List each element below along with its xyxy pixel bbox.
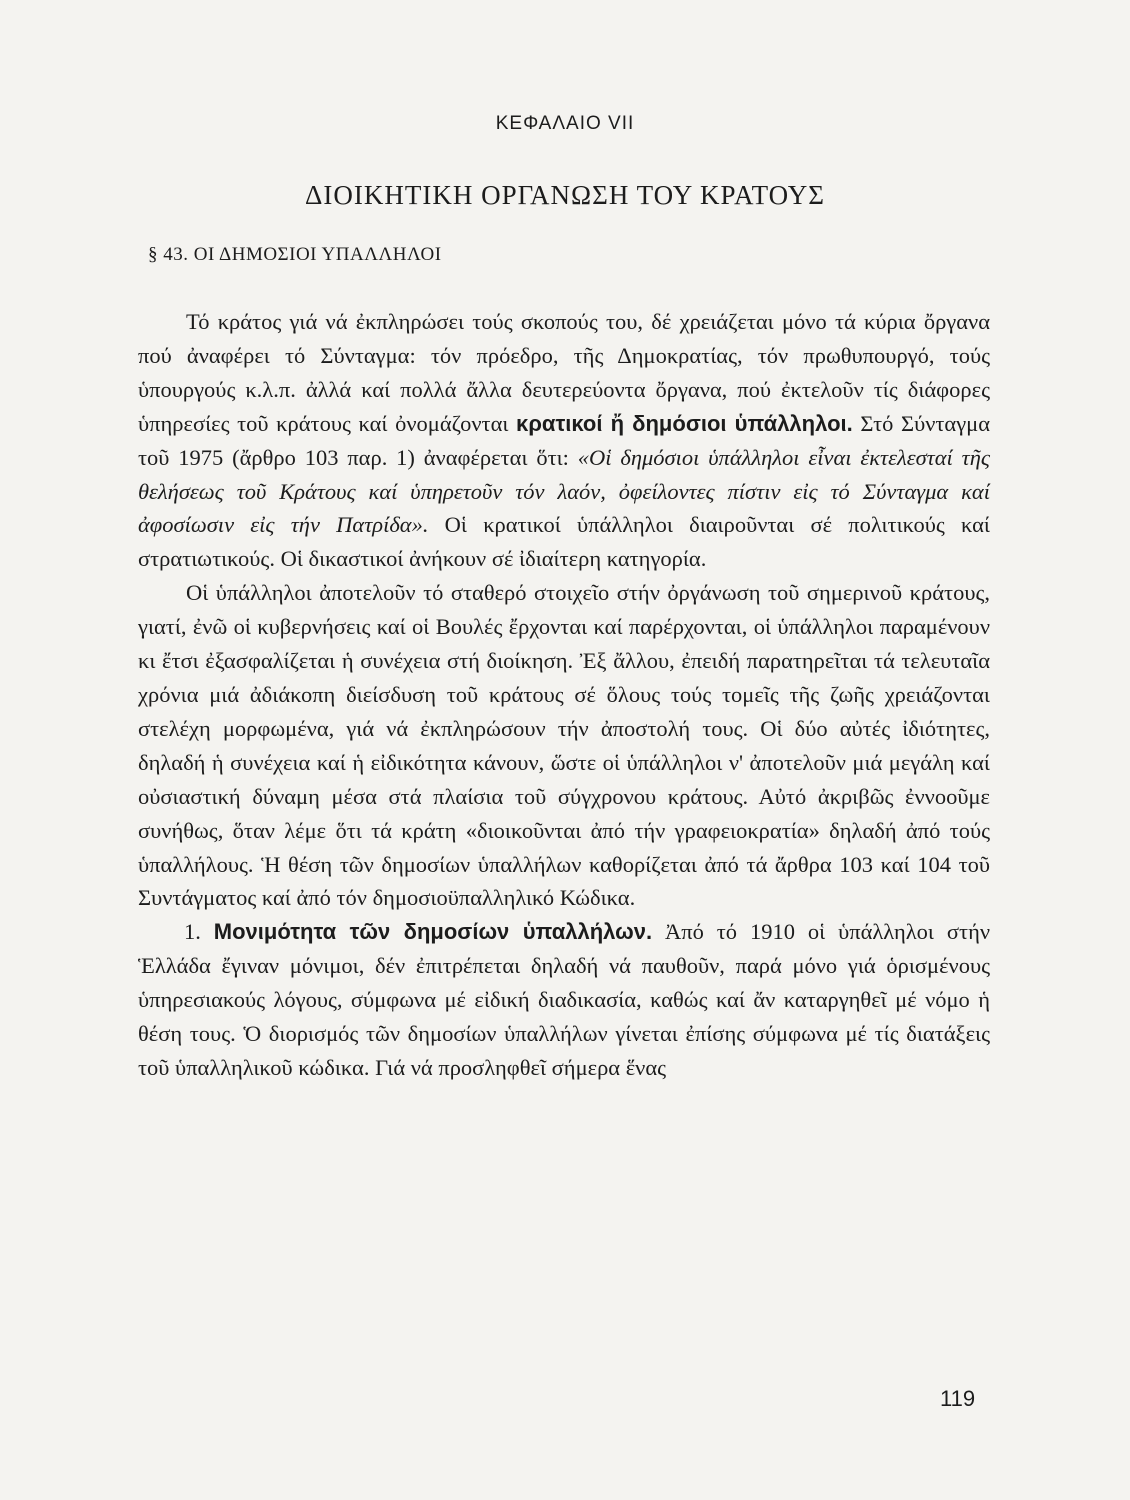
- constitution-quote: «Οἱ δημόσιοι ὑπάλληλοι εἶναι ἐκτελεσταί τῆς θελήσεως τοῦ Κράτους καί ὑπηρετοῦν τόν λαόν, ὀφείλοντες πίστιν εἰς τό Σύνταγμα καί ἀφοσίωσιν εἰς τήν Πατρίδα».: [138, 444, 990, 538]
- paragraph-2: Οἱ ὑπάλληλοι ἀποτελοῦν τό σταθερό στοιχεῖο στήν ὀργάνωση τοῦ σημερινοῦ κράτους, γιατί, ἐνῶ οἱ κυβερνήσεις καί οἱ Βουλές ἔρχονται καί παρέρχονται, οἱ ὑπάλληλοι παραμένουν κι ἔτσι ἐξασφαλίζεται ἡ συνέχεια στή διοίκηση. Ἐξ ἄλλου, ἐπειδή παρατηρεῖται τά τελευταῖα χρόνια μιά ἀδιάκοπη διείσδυση τοῦ κράτους σέ ὅλους τούς τομεῖς τῆς ζωῆς χρειάζονται στελέχη μορφωμένα, γιά νά ἐκπληρώσουν τήν ἀποστολή τους. Οἱ δύο αὐτές ἰδιότητες, δηλαδή ἡ συνέχεια καί ἡ εἰδικότητα κάνουν, ὥστε οἱ ὑπάλληλοι ν' ἀποτελοῦν μιά μεγάλη καί οὐσιαστική δύναμη μέσα στά πλαίσια τοῦ σύγχρονου κράτους. Αὐτό ἀκριβῶς ἐννοοῦμε συνήθως, ὅταν λέμε ὅτι τά κράτη «διοικοῦνται ἀπό τήν γραφειοκρατία» δηλαδή ἀπό τούς ὑπαλλήλους. Ἡ θέση τῶν δημοσίων ὑπαλλήλων καθορίζεται ἀπό τά ἄρθρα 103 καί 104 τοῦ Συντάγματος καί ἀπό τόν δημοσιοϋπαλληλικό Κώδικα.: [138, 580, 990, 911]
- section-heading: § 43. ΟΙ ΔΗΜΟΣΙΟΙ ΥΠΑΛΛΗΛΟΙ: [148, 244, 442, 265]
- subsection-number: 1.: [184, 919, 201, 945]
- paragraph-3: [138, 915, 990, 1085]
- paragraph-1-text-c: Οἱ κρατικοί ὑπάλληλοι διαιροῦνται σέ πολιτικούς καί στρατιωτικούς. Οἱ δικαστικοί ἀνήκουν σέ ἰδιαίτερη κατηγορία.: [138, 512, 990, 572]
- chapter-label: ΚΕΦΑΛΑΙΟ VII: [495, 113, 635, 134]
- bold-term: κρατικοί ἤ δημόσιοι ὑπάλληλοι.: [516, 410, 853, 436]
- paragraph-1-text-a: Τό κράτος γιά νά ἐκπληρώσει τούς σκοπούς του, δέ χρειάζεται μόνο τά κύρια ὄργανα πού ἀναφέρει τό Σύνταγμα: τόν πρόεδρο, τῆς Δημοκρατίας, τόν πρωθυπουργό, τούς ὑπουργούς κ.λ.π. ἀλλά καί πολλά ἄλλα δευτερεύοντα ὄργανα, πού ἐκτελοῦν τίς διάφορες ὑπηρεσίες τοῦ κράτους καί ὀνομάζονται: [138, 309, 990, 436]
- body-text: [138, 305, 990, 1085]
- page-number: 119: [940, 1386, 976, 1411]
- chapter-title: ΔΙΟΙΚΗΤΙΚΗ ΟΡΓΑΝΩΣΗ ΤΟΥ ΚΡΑΤΟΥΣ: [305, 180, 825, 210]
- paragraph-1-text-b: Στό Σύνταγμα τοῦ 1975 (ἄρθρο 103 παρ. 1) ἀναφέρεται ὅτι:: [138, 410, 991, 470]
- paragraph-1: [138, 305, 990, 576]
- paragraph-3-text: Ἀπό τό 1910 οἱ ὑπάλληλοι στήν Ἑλλάδα ἔγιναν μόνιμοι, δέν ἐπιτρέπεται δηλαδή νά παυθοῦν, παρά μόνο γιά ὁρισμένους ὑπηρεσιακούς λόγους, σύμφωνα μέ εἰδική διαδικασία, καθώς καί ἄν καταργηθεῖ μέ νόμο ἡ θέση τους. Ὁ διορισμός τῶν δημοσίων ὑπαλλήλων γίνεται ἐπίσης σύμφωνα μέ τίς διατάξεις τοῦ ὑπαλληλικοῦ κώδικα. Γιά νά προσληφθεῖ σήμερα ἕνας: [138, 919, 991, 1080]
- subsection-heading: Μονιμότητα τῶν δημοσίων ὑπαλλήλων.: [213, 919, 653, 945]
